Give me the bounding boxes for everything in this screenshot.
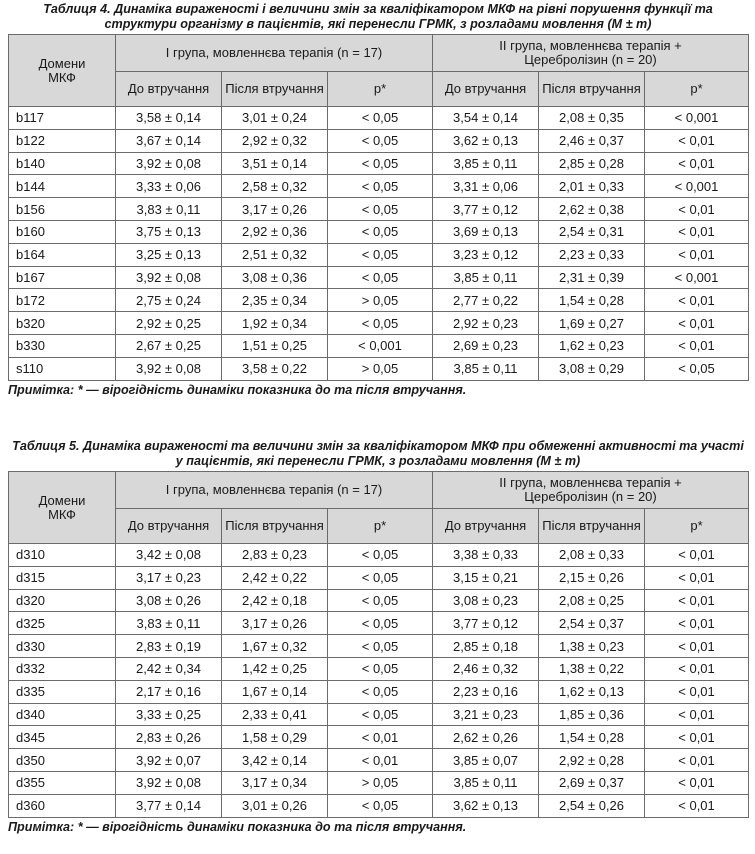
before-header: До втручання (433, 72, 539, 107)
domain-cell: d345 (9, 726, 116, 749)
table-row (9, 566, 749, 589)
domain-cell: d350 (9, 749, 116, 772)
after-cell: 2,42 ± 0,22 (222, 566, 328, 589)
after-cell: 3,08 ± 0,36 (222, 266, 328, 289)
before-cell: 3,21 ± 0,23 (433, 703, 539, 726)
table-row (9, 589, 749, 612)
table-5-block (8, 439, 748, 835)
table-row (9, 703, 749, 726)
p-value-cell: > 0,05 (328, 771, 433, 794)
p-value-cell: < 0,05 (328, 680, 433, 703)
before-cell: 3,77 ± 0,12 (433, 612, 539, 635)
p-value-cell: < 0,001 (328, 334, 433, 357)
domain-cell: b117 (9, 107, 116, 130)
p-value-cell: < 0,01 (645, 680, 749, 703)
after-cell: 2,85 ± 0,28 (539, 152, 645, 175)
after-cell: 1,85 ± 0,36 (539, 703, 645, 726)
p-value-cell: < 0,05 (328, 635, 433, 658)
before-cell: 2,85 ± 0,18 (433, 635, 539, 658)
p-value-cell: < 0,05 (328, 129, 433, 152)
p-value-cell: < 0,05 (328, 243, 433, 266)
domain-cell: b320 (9, 312, 116, 335)
table-row (9, 175, 749, 198)
after-cell: 2,08 ± 0,25 (539, 589, 645, 612)
domain-cell: s110 (9, 357, 116, 380)
p-value-cell: < 0,01 (645, 566, 749, 589)
after-cell: 3,17 ± 0,34 (222, 771, 328, 794)
after-cell: 2,08 ± 0,33 (539, 544, 645, 567)
before-cell: 3,67 ± 0,14 (116, 129, 222, 152)
domain-cell: d315 (9, 566, 116, 589)
after-cell: 1,67 ± 0,14 (222, 680, 328, 703)
after-cell: 2,01 ± 0,33 (539, 175, 645, 198)
domain-cell: b167 (9, 266, 116, 289)
p-header: p* (328, 509, 433, 544)
p-value-cell: < 0,001 (645, 107, 749, 130)
p-value-cell: < 0,01 (645, 794, 749, 817)
table-row (9, 152, 749, 175)
before-cell: 3,17 ± 0,23 (116, 566, 222, 589)
before-header: До втручання (116, 509, 222, 544)
table-row (9, 129, 749, 152)
after-cell: 1,54 ± 0,28 (539, 289, 645, 312)
before-cell: 3,31 ± 0,06 (433, 175, 539, 198)
after-cell: 2,08 ± 0,35 (539, 107, 645, 130)
after-cell: 1,62 ± 0,13 (539, 680, 645, 703)
p-value-cell: < 0,001 (645, 266, 749, 289)
p-value-cell: < 0,01 (645, 612, 749, 635)
before-cell: 3,92 ± 0,07 (116, 749, 222, 772)
before-cell: 3,69 ± 0,13 (433, 220, 539, 243)
after-cell: 2,54 ± 0,37 (539, 612, 645, 635)
before-cell: 3,23 ± 0,12 (433, 243, 539, 266)
p-header: p* (328, 72, 433, 107)
p-value-cell: < 0,01 (645, 726, 749, 749)
before-cell: 2,17 ± 0,16 (116, 680, 222, 703)
before-cell: 3,08 ± 0,26 (116, 589, 222, 612)
after-cell: 2,23 ± 0,33 (539, 243, 645, 266)
after-cell: 1,67 ± 0,32 (222, 635, 328, 658)
domain-cell: d360 (9, 794, 116, 817)
before-cell: 3,58 ± 0,14 (116, 107, 222, 130)
before-cell: 3,83 ± 0,11 (116, 198, 222, 221)
before-cell: 3,92 ± 0,08 (116, 152, 222, 175)
results-table (8, 471, 749, 818)
after-cell: 3,51 ± 0,14 (222, 152, 328, 175)
table-row (9, 657, 749, 680)
p-value-cell: > 0,05 (328, 357, 433, 380)
table-row (9, 726, 749, 749)
after-header: Після втручання (222, 509, 328, 544)
p-value-cell: < 0,01 (328, 749, 433, 772)
p-value-cell: < 0,05 (328, 198, 433, 221)
before-cell: 3,38 ± 0,33 (433, 544, 539, 567)
before-cell: 3,85 ± 0,11 (433, 357, 539, 380)
table-note: Примітка: * — вірогідність динаміки показника до та після втручання. (8, 382, 467, 397)
before-cell: 2,75 ± 0,24 (116, 289, 222, 312)
after-cell: 3,17 ± 0,26 (222, 612, 328, 635)
after-header: Після втручання (539, 72, 645, 107)
table-row (9, 220, 749, 243)
after-cell: 2,58 ± 0,32 (222, 175, 328, 198)
p-header: p* (645, 72, 749, 107)
domain-cell: d320 (9, 589, 116, 612)
after-cell: 2,54 ± 0,31 (539, 220, 645, 243)
before-cell: 2,77 ± 0,22 (433, 289, 539, 312)
p-value-cell: < 0,05 (328, 544, 433, 567)
after-cell: 2,33 ± 0,41 (222, 703, 328, 726)
domain-cell: b156 (9, 198, 116, 221)
before-cell: 2,23 ± 0,16 (433, 680, 539, 703)
table-note: Примітка: * — вірогідність динаміки показника до та після втручання. (8, 819, 467, 834)
table-row (9, 289, 749, 312)
after-cell: 2,92 ± 0,28 (539, 749, 645, 772)
domain-cell: b164 (9, 243, 116, 266)
before-cell: 3,75 ± 0,13 (116, 220, 222, 243)
table-4-block (8, 2, 748, 398)
domain-cell: d325 (9, 612, 116, 635)
after-cell: 3,08 ± 0,29 (539, 357, 645, 380)
after-cell: 2,46 ± 0,37 (539, 129, 645, 152)
after-header: Після втручання (222, 72, 328, 107)
p-value-cell: < 0,05 (328, 703, 433, 726)
before-cell: 3,77 ± 0,12 (433, 198, 539, 221)
p-value-cell: < 0,01 (328, 726, 433, 749)
after-cell: 1,92 ± 0,34 (222, 312, 328, 335)
after-cell: 2,83 ± 0,23 (222, 544, 328, 567)
before-cell: 3,62 ± 0,13 (433, 794, 539, 817)
p-value-cell: < 0,05 (328, 266, 433, 289)
p-value-cell: < 0,05 (328, 175, 433, 198)
before-cell: 3,15 ± 0,21 (433, 566, 539, 589)
before-cell: 3,25 ± 0,13 (116, 243, 222, 266)
before-cell: 3,54 ± 0,14 (433, 107, 539, 130)
domain-cell: d355 (9, 771, 116, 794)
p-value-cell: < 0,05 (328, 107, 433, 130)
after-cell: 3,01 ± 0,24 (222, 107, 328, 130)
domain-cell: d332 (9, 657, 116, 680)
after-cell: 3,01 ± 0,26 (222, 794, 328, 817)
table-row (9, 357, 749, 380)
before-cell: 3,33 ± 0,06 (116, 175, 222, 198)
p-value-cell: < 0,01 (645, 198, 749, 221)
p-value-cell: < 0,01 (645, 243, 749, 266)
group-1-header: І група, мовленнєва терапія (n = 17) (116, 35, 433, 72)
after-cell: 2,51 ± 0,32 (222, 243, 328, 266)
p-value-cell: < 0,05 (328, 152, 433, 175)
table-row (9, 266, 749, 289)
p-value-cell: < 0,01 (645, 334, 749, 357)
p-value-cell: < 0,001 (645, 175, 749, 198)
p-value-cell: < 0,01 (645, 589, 749, 612)
after-cell: 3,42 ± 0,14 (222, 749, 328, 772)
p-value-cell: < 0,01 (645, 129, 749, 152)
table-row (9, 749, 749, 772)
before-cell: 3,85 ± 0,11 (433, 266, 539, 289)
before-cell: 3,83 ± 0,11 (116, 612, 222, 635)
domain-header: Домени МКФ (9, 472, 116, 544)
domain-cell: b330 (9, 334, 116, 357)
after-cell: 1,38 ± 0,23 (539, 635, 645, 658)
p-value-cell: < 0,05 (328, 220, 433, 243)
table-row (9, 243, 749, 266)
before-header: До втручання (433, 509, 539, 544)
p-value-cell: < 0,05 (328, 794, 433, 817)
domain-cell: b144 (9, 175, 116, 198)
after-cell: 2,62 ± 0,38 (539, 198, 645, 221)
p-value-cell: < 0,01 (645, 771, 749, 794)
group-2-header: ІІ група, мовленнєва терапія + Церебролізин (n = 20) (433, 472, 749, 509)
after-cell: 2,35 ± 0,34 (222, 289, 328, 312)
before-cell: 3,77 ± 0,14 (116, 794, 222, 817)
after-cell: 2,31 ± 0,39 (539, 266, 645, 289)
before-cell: 2,69 ± 0,23 (433, 334, 539, 357)
p-value-cell: < 0,05 (645, 357, 749, 380)
after-cell: 1,58 ± 0,29 (222, 726, 328, 749)
p-value-cell: < 0,05 (328, 566, 433, 589)
after-cell: 1,42 ± 0,25 (222, 657, 328, 680)
domain-header: Домени МКФ (9, 35, 116, 107)
after-cell: 1,51 ± 0,25 (222, 334, 328, 357)
before-cell: 2,46 ± 0,32 (433, 657, 539, 680)
p-value-cell: < 0,01 (645, 289, 749, 312)
after-cell: 2,92 ± 0,32 (222, 129, 328, 152)
table-row (9, 612, 749, 635)
before-cell: 3,62 ± 0,13 (433, 129, 539, 152)
after-cell: 1,69 ± 0,27 (539, 312, 645, 335)
p-value-cell: < 0,05 (328, 657, 433, 680)
after-cell: 1,62 ± 0,23 (539, 334, 645, 357)
after-header: Після втручання (539, 509, 645, 544)
table-row (9, 198, 749, 221)
after-cell: 2,42 ± 0,18 (222, 589, 328, 612)
group-2-header: ІІ група, мовленнєва терапія + Церебролізин (n = 20) (433, 35, 749, 72)
before-cell: 3,33 ± 0,25 (116, 703, 222, 726)
table-row (9, 771, 749, 794)
after-cell: 2,69 ± 0,37 (539, 771, 645, 794)
p-value-cell: < 0,01 (645, 657, 749, 680)
domain-cell: d335 (9, 680, 116, 703)
before-cell: 2,92 ± 0,23 (433, 312, 539, 335)
after-cell: 1,54 ± 0,28 (539, 726, 645, 749)
before-cell: 2,62 ± 0,26 (433, 726, 539, 749)
before-cell: 3,08 ± 0,23 (433, 589, 539, 612)
after-cell: 2,54 ± 0,26 (539, 794, 645, 817)
p-value-cell: < 0,01 (645, 312, 749, 335)
before-cell: 2,83 ± 0,19 (116, 635, 222, 658)
p-value-cell: < 0,05 (328, 589, 433, 612)
after-cell: 1,38 ± 0,22 (539, 657, 645, 680)
table-row (9, 312, 749, 335)
p-header: p* (645, 509, 749, 544)
domain-cell: d340 (9, 703, 116, 726)
after-cell: 3,17 ± 0,26 (222, 198, 328, 221)
group-1-header: І група, мовленнєва терапія (n = 17) (116, 472, 433, 509)
table-row (9, 107, 749, 130)
before-cell: 3,92 ± 0,08 (116, 357, 222, 380)
domain-cell: d310 (9, 544, 116, 567)
p-value-cell: < 0,05 (328, 612, 433, 635)
domain-cell: d330 (9, 635, 116, 658)
before-cell: 2,67 ± 0,25 (116, 334, 222, 357)
p-value-cell: < 0,05 (328, 312, 433, 335)
table-row (9, 680, 749, 703)
table-row (9, 635, 749, 658)
before-cell: 2,42 ± 0,34 (116, 657, 222, 680)
after-cell: 2,92 ± 0,36 (222, 220, 328, 243)
before-cell: 2,92 ± 0,25 (116, 312, 222, 335)
before-cell: 3,92 ± 0,08 (116, 266, 222, 289)
p-value-cell: < 0,01 (645, 635, 749, 658)
p-value-cell: < 0,01 (645, 544, 749, 567)
p-value-cell: < 0,01 (645, 152, 749, 175)
p-value-cell: < 0,01 (645, 220, 749, 243)
table-row (9, 544, 749, 567)
p-value-cell: < 0,01 (645, 749, 749, 772)
table-row (9, 794, 749, 817)
domain-cell: b160 (9, 220, 116, 243)
table-row (9, 334, 749, 357)
domain-cell: b140 (9, 152, 116, 175)
after-cell: 2,15 ± 0,26 (539, 566, 645, 589)
before-cell: 3,85 ± 0,07 (433, 749, 539, 772)
before-cell: 3,42 ± 0,08 (116, 544, 222, 567)
before-cell: 3,85 ± 0,11 (433, 152, 539, 175)
p-value-cell: < 0,01 (645, 703, 749, 726)
p-value-cell: > 0,05 (328, 289, 433, 312)
domain-cell: b122 (9, 129, 116, 152)
after-cell: 3,58 ± 0,22 (222, 357, 328, 380)
domain-cell: b172 (9, 289, 116, 312)
table-caption: Таблиця 4. Динаміка вираженості і величини змін за кваліфікатором МКФ на рівні порушення функції та структури організму в пацієнтів, які перенесли ГРМК, з розладами мовлення (M ± m) (43, 2, 713, 31)
before-cell: 2,83 ± 0,26 (116, 726, 222, 749)
table-caption: Таблиця 5. Динаміка вираженості та величини змін за кваліфікатором МКФ при обмеженні активності та участі у пацієнтів, які перенесли ГРМК, з розладами мовлення (M ± m) (12, 439, 744, 468)
before-cell: 3,92 ± 0,08 (116, 771, 222, 794)
results-table (8, 34, 749, 381)
before-cell: 3,85 ± 0,11 (433, 771, 539, 794)
before-header: До втручання (116, 72, 222, 107)
